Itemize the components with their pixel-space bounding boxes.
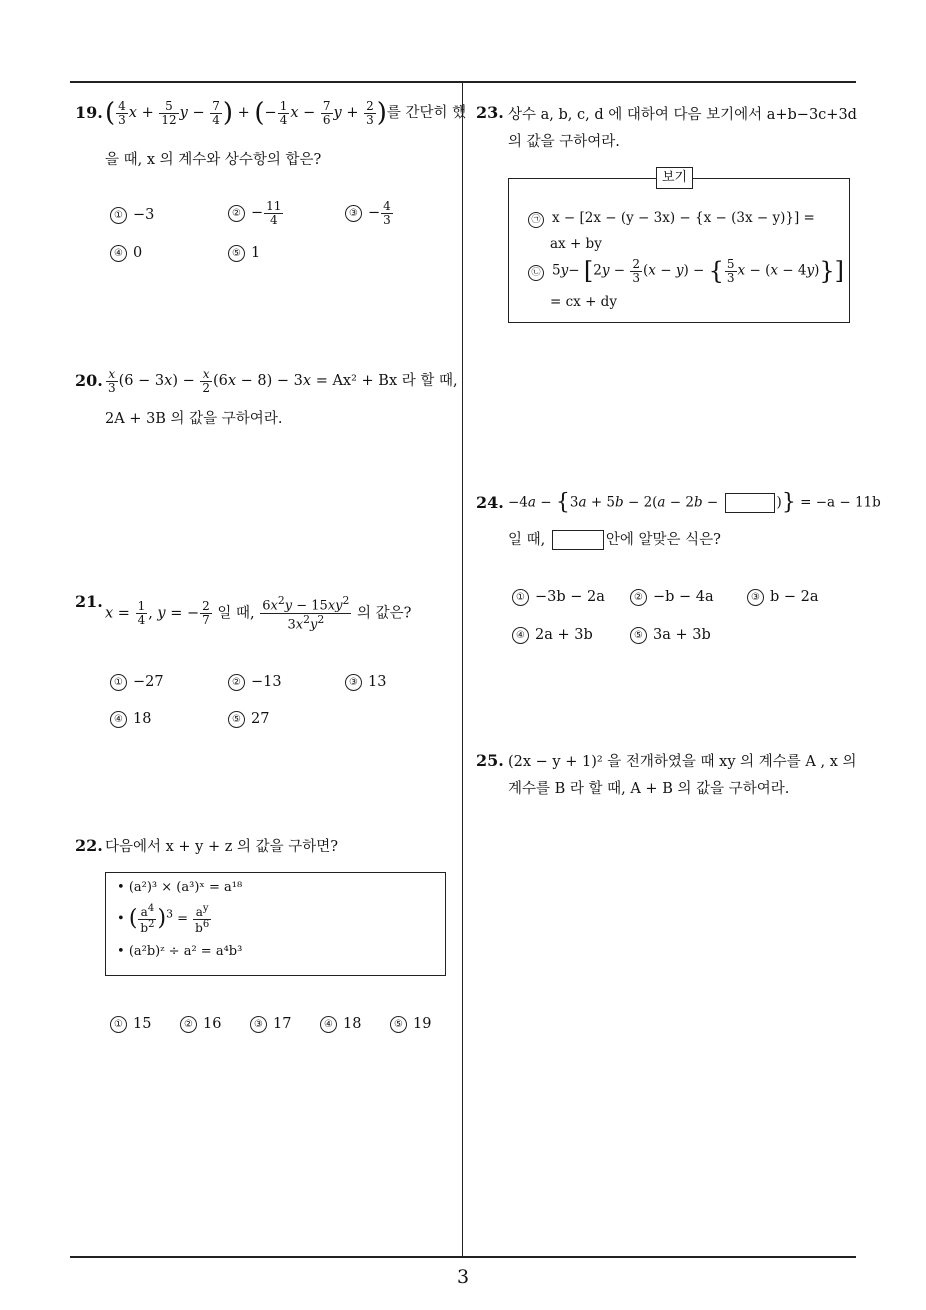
choice-3[interactable]: ③ − $\frac{4}{3}$	[345, 200, 394, 226]
bottom-rule	[70, 1256, 856, 1258]
question-text: 를 간단히 했	[386, 105, 467, 122]
choice-2[interactable]: ② −13	[228, 674, 282, 691]
example-item-1: ㉠ x − [2x − (y − 3x) − {x − (3x − y)}] =	[528, 210, 815, 228]
choice-4[interactable]: ④ 0	[110, 245, 142, 262]
answer-blank	[552, 530, 604, 550]
choice-1[interactable]: ① 15	[110, 1016, 151, 1033]
question-number: 23.	[476, 103, 504, 122]
question-expression: $\frac{x}{3}$ (6 − 3x) − $\frac{x}{2}$ (6x − 8) − 3x = Ax² + Bx 라 할 때,	[108, 367, 458, 395]
question-text-line2: 일 때, 안에 알맞은 식은?	[508, 532, 721, 548]
choice-5[interactable]: ⑤ 27	[228, 711, 269, 728]
example-box-label: 보기	[656, 167, 693, 189]
question-text: (2x − y + 1)² 을 전개하였을 때 xy 의 계수를 A , x 의	[508, 754, 857, 770]
choice-4[interactable]: ④ 18	[320, 1016, 361, 1033]
example-item-1-line2: ax + by	[550, 236, 602, 252]
choice-5[interactable]: ⑤ 3a + 3b	[630, 627, 711, 644]
choice-3[interactable]: ③ 17	[250, 1016, 291, 1033]
choice-2[interactable]: ② −b − 4a	[630, 589, 714, 606]
question-number: 21.	[75, 592, 103, 611]
bullet-1: • (a²)³ × (a³)ˣ = a¹⁸	[117, 880, 243, 895]
choice-4[interactable]: ④ 18	[110, 711, 151, 728]
question-number: 19.	[75, 103, 103, 122]
choice-1[interactable]: ① −27	[110, 674, 164, 691]
choice-2[interactable]: ② − $\frac{11}{4}$	[228, 200, 284, 226]
choice-3[interactable]: ③ b − 2a	[747, 589, 819, 606]
choice-5[interactable]: ⑤ 1	[228, 245, 260, 262]
question-text-line2: 을 때, x 의 계수와 상수항의 합은?	[105, 152, 322, 168]
question-expression: −4a − {3a + 5b − 2(a − 2b − )} = −a − 11b	[508, 490, 881, 515]
choice-1[interactable]: ① −3	[110, 207, 154, 224]
choice-2[interactable]: ② 16	[180, 1016, 221, 1033]
question-expression: x = $\frac{1}{4}$ , y = − $\frac{2}{7}$ 일 때, $\frac{6x^2y - 15xy^2}{3x^2y^2}$ 의 값은?	[105, 594, 412, 633]
example-item-2: ㉡ 5y− [2y − $\frac{2}{3}$ (x − y) − { $\frac{5}{3}$ x − (x − 4y)}]	[528, 258, 844, 284]
question-expression: ( $\frac{4}{3}$ x + $\frac{5}{12}$ y − $\frac{7}{4}$ ) + (− $\frac{1}{4}$ x − $\frac{7}{6}$ y + $\frac{2}{3}$ )를 간단히 했	[105, 98, 467, 129]
question-text: 다음에서 x + y + z 의 값을 구하면?	[105, 839, 339, 855]
choice-3[interactable]: ③ 13	[345, 674, 386, 691]
example-item-2-line2: = cx + dy	[550, 294, 617, 310]
question-number: 24.	[476, 493, 504, 512]
question-text-line2: 의 값을 구하여라.	[508, 134, 620, 150]
choice-4[interactable]: ④ 2a + 3b	[512, 627, 593, 644]
choice-5[interactable]: ⑤ 19	[390, 1016, 431, 1033]
column-divider	[462, 82, 463, 1256]
bullet-3: • (a²b)ᶻ ÷ a² = a⁴b³	[117, 944, 243, 959]
answer-blank	[725, 493, 775, 513]
question-text: 상수 a, b, c, d 에 대하여 다음 보기에서 a+b−3c+3d	[508, 107, 857, 123]
question-number: 25.	[476, 751, 504, 770]
choice-1[interactable]: ① −3b − 2a	[512, 589, 605, 606]
question-number: 22.	[75, 836, 103, 855]
question-text-line2: 계수를 B 라 할 때, A + B 의 값을 구하여라.	[508, 781, 790, 797]
bullet-2: • ( $\frac{a^4}{b^2}$ )$^3$ = $\frac{a^y}{b^6}$	[117, 903, 210, 935]
question-text: = Ax² + Bx 라 할 때,	[315, 373, 458, 390]
question-number: 20.	[75, 371, 103, 390]
question-text-line2: 2A + 3B 의 값을 구하여라.	[105, 411, 283, 427]
page-number: 3	[456, 1266, 470, 1288]
